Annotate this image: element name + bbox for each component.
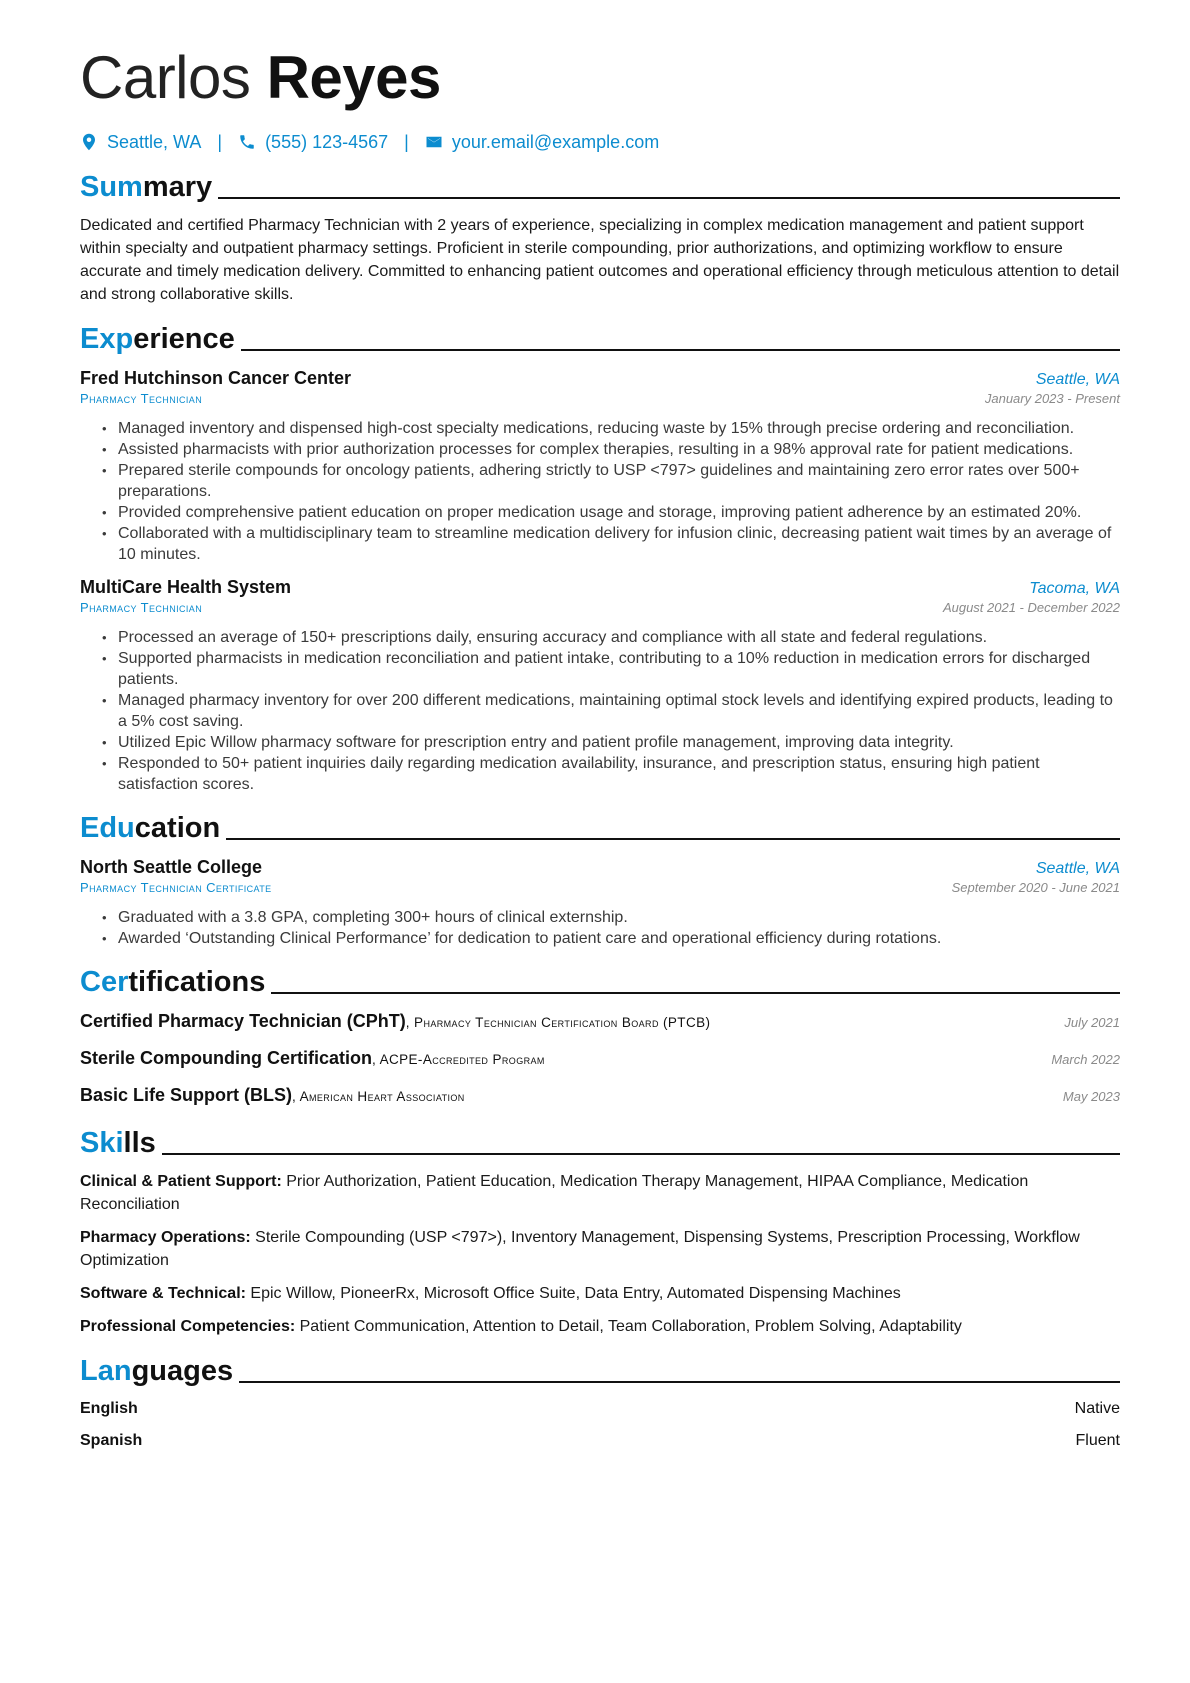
skill-group xyxy=(80,1315,1120,1338)
experience-entry xyxy=(80,577,1120,795)
certification-name: Basic Life Support (BLS) xyxy=(80,1085,293,1105)
experience-section xyxy=(80,320,1120,795)
title-accent: Exp xyxy=(80,323,134,355)
employer-name: MultiCare Health System xyxy=(80,577,292,597)
school-name: North Seattle College xyxy=(80,857,263,877)
skill-list: Patient Communication, Attention to Detail, Team Collaboration, Problem Solving, Adaptability xyxy=(295,1318,962,1335)
skill-list: Epic Willow, PioneerRx, Microsoft Office Suite, Data Entry, Automated Dispensing Machines xyxy=(245,1285,901,1302)
section-rule xyxy=(218,197,1120,199)
achievement-item: • Provided comprehensive patient education on proper medication usage and storage, improving patient adherence by an estimated 20%. xyxy=(102,502,1120,523)
job-dates: August 2021 - December 2022 xyxy=(942,600,1120,615)
job-location: Seattle, WA xyxy=(1035,371,1120,388)
title-accent: Ski xyxy=(80,1127,124,1159)
section-header xyxy=(80,963,1120,999)
job-location: Tacoma, WA xyxy=(1029,580,1120,597)
job-title: Pharmacy Technician xyxy=(80,600,203,615)
contact-phone[interactable] xyxy=(238,132,388,153)
contact-email[interactable] xyxy=(425,132,659,153)
certification-date: March 2022 xyxy=(1051,1052,1120,1067)
section-header xyxy=(80,809,1120,845)
envelope-icon xyxy=(425,133,443,151)
phone-text[interactable]: (555) 123-4567 xyxy=(265,131,389,152)
location-text: Seattle, WA xyxy=(107,131,202,152)
language-item xyxy=(80,1430,1120,1452)
language-item xyxy=(80,1398,1120,1420)
contact-separator: | xyxy=(217,131,223,152)
section-rule xyxy=(162,1153,1120,1155)
job-dates: January 2023 - Present xyxy=(984,391,1120,406)
skill-group xyxy=(80,1226,1120,1272)
education-highlights xyxy=(80,907,1120,949)
title-rest: cation xyxy=(134,812,221,844)
experience-entry xyxy=(80,368,1120,565)
achievement-item: • Managed inventory and dispensed high-cost specialty medications, reducing waste by 15% through precise ordering and reconciliation. xyxy=(102,418,1120,439)
skill-group xyxy=(80,1170,1120,1216)
skill-category: Software & Technical: xyxy=(80,1285,246,1302)
certification-item xyxy=(80,1048,1120,1073)
title-accent: Sum xyxy=(80,171,143,203)
section-header xyxy=(80,168,1120,204)
certification-item xyxy=(80,1011,1120,1036)
last-name: Reyes xyxy=(266,44,441,111)
achievement-item: • Prepared sterile compounds for oncology patients, adhering strictly to USP <797> guidelines and maintaining zero error rates over 500+ preparations. xyxy=(102,460,1120,502)
job-title: Pharmacy Technician xyxy=(80,391,203,406)
skills-section xyxy=(80,1124,1120,1338)
certification-date: July 2021 xyxy=(1064,1015,1120,1030)
title-accent: Edu xyxy=(80,812,135,844)
contact-separator: | xyxy=(404,131,409,152)
highlight-item: • Graduated with a 3.8 GPA, completing 300+ hours of clinical externship. xyxy=(102,907,1120,928)
section-title xyxy=(80,1354,233,1388)
achievement-list xyxy=(80,627,1120,795)
skill-category: Pharmacy Operations: xyxy=(80,1229,251,1246)
summary-text: Dedicated and certified Pharmacy Technician with 2 years of experience, specializing in complex medication management and patient support within specialty and outpatient pharmacy settings. Proficient in sterile compounding, prior authorizations, and optimizing workflow to ensure accurate and timely medication delivery. Committed to enhancing patient outcomes and operational efficiency through meticulous attention to detail and strong collaborative skills. xyxy=(80,217,1120,303)
program-name: Pharmacy Technician Certificate xyxy=(80,880,272,895)
achievement-item: • Processed an average of 150+ prescriptions daily, ensuring accuracy and compliance with all state and federal regulations. xyxy=(102,627,1120,648)
section-rule xyxy=(239,1381,1120,1383)
section-title xyxy=(80,170,212,204)
program-dates: September 2020 - June 2021 xyxy=(951,880,1120,895)
skill-category: Clinical & Patient Support: xyxy=(80,1173,282,1190)
contact-bar xyxy=(80,130,1120,154)
phone-icon xyxy=(238,133,256,151)
achievement-item: • Utilized Epic Willow pharmacy software for prescription entry and patient profile management, improving data integrity. xyxy=(102,732,1120,753)
map-pin-icon xyxy=(80,133,98,151)
title-rest: guages xyxy=(131,1355,234,1387)
certification-name: Certified Pharmacy Technician (CPhT) xyxy=(80,1011,406,1031)
title-accent: Lan xyxy=(80,1355,132,1387)
title-rest: mary xyxy=(142,171,213,203)
skill-list: Sterile Compounding (USP <797>), Inventory Management, Dispensing Systems, Prescription Processing, Workflow Optimization xyxy=(80,1229,1080,1269)
education-section xyxy=(80,809,1120,949)
first-name: Carlos xyxy=(80,44,251,111)
certification-issuer: , ACPE-Accredited Program xyxy=(372,1052,545,1067)
section-title xyxy=(80,322,235,356)
skill-group xyxy=(80,1282,1120,1305)
title-rest: erience xyxy=(133,323,235,355)
language-level: Native xyxy=(1074,1400,1120,1417)
title-rest: tifications xyxy=(128,966,266,998)
title-accent: Cer xyxy=(80,966,129,998)
highlight-item: • Awarded ‘Outstanding Clinical Performance’ for dedication to patient care and operational efficiency during rotations. xyxy=(102,928,1120,949)
achievement-list xyxy=(80,418,1120,565)
certifications-section xyxy=(80,963,1120,1110)
education-entry xyxy=(80,857,1120,949)
language-name: Spanish xyxy=(80,1432,143,1449)
achievement-item: • Assisted pharmacists with prior authorization processes for complex therapies, resulting in a 98% approval rate for patient medications. xyxy=(102,439,1120,460)
certification-date: May 2023 xyxy=(1062,1089,1120,1104)
achievement-item: • Supported pharmacists in medication reconciliation and patient intake, contributing to a 10% reduction in medication errors for discharged patients. xyxy=(102,648,1120,690)
section-title xyxy=(80,965,265,999)
email-link[interactable]: your.email@example.com xyxy=(451,131,660,152)
certification-name: Sterile Compounding Certification xyxy=(80,1048,373,1068)
section-header xyxy=(80,1124,1120,1160)
section-rule xyxy=(226,838,1120,840)
language-name: English xyxy=(80,1400,138,1417)
section-rule xyxy=(271,992,1120,994)
section-title xyxy=(80,811,220,845)
achievement-item: • Managed pharmacy inventory for over 200 different medications, maintaining optimal stock levels and identifying expired products, leading to a 5% cost saving. xyxy=(102,690,1120,732)
certification-issuer: , American Heart Association xyxy=(292,1089,465,1104)
certification-item xyxy=(80,1085,1120,1110)
contact-location xyxy=(80,132,201,153)
section-header xyxy=(80,320,1120,356)
achievement-item: • Collaborated with a multidisciplinary team to streamline medication delivery for infusion clinic, decreasing patient wait times by an average of 10 minutes. xyxy=(102,523,1120,565)
section-title xyxy=(80,1126,156,1160)
languages-section xyxy=(80,1352,1120,1452)
skill-category: Professional Competencies: xyxy=(80,1318,296,1335)
section-header xyxy=(80,1352,1120,1388)
section-rule xyxy=(241,349,1120,351)
language-level: Fluent xyxy=(1075,1432,1120,1449)
certification-issuer: , Pharmacy Technician Certification Board (PTCB) xyxy=(405,1015,711,1030)
skill-list: Prior Authorization, Patient Education, Medication Therapy Management, HIPAA Compliance, Medication Reconciliation xyxy=(80,1173,1029,1213)
school-location: Seattle, WA xyxy=(1035,860,1120,877)
summary-section xyxy=(80,168,1120,306)
employer-name: Fred Hutchinson Cancer Center xyxy=(80,368,352,388)
achievement-item: • Responded to 50+ patient inquiries daily regarding medication availability, insurance, and prescription status, ensuring high patient satisfaction scores. xyxy=(102,753,1120,795)
title-rest: lls xyxy=(123,1127,156,1159)
candidate-name xyxy=(80,42,1120,114)
